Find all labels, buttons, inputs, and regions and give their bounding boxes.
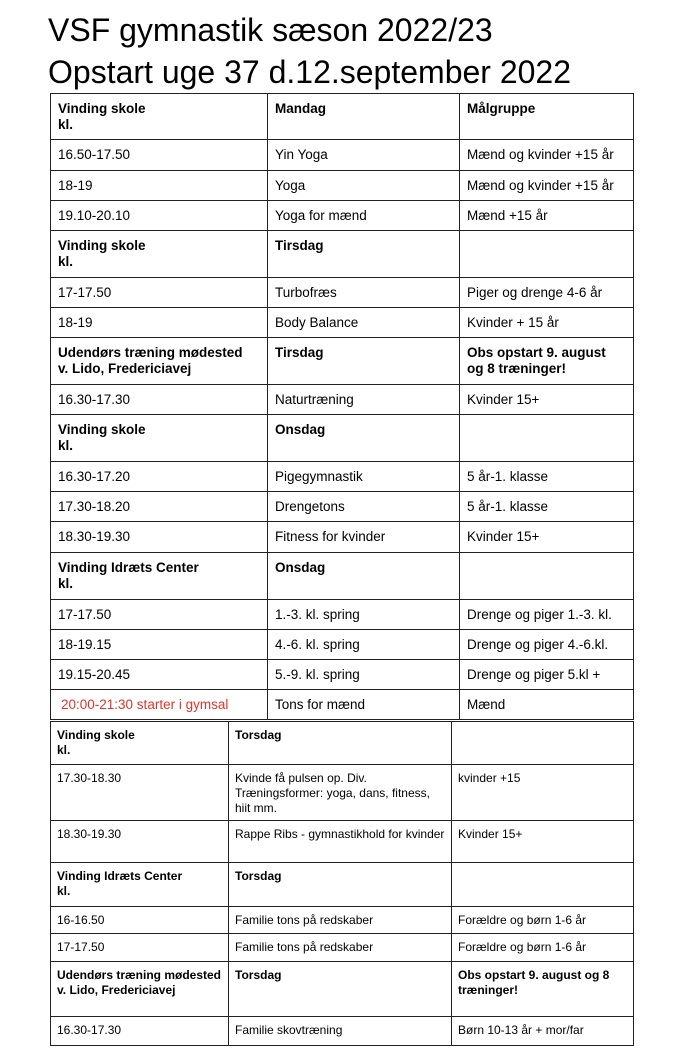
target-group-cell: Piger og drenge 4-6 år xyxy=(460,278,634,308)
time-cell: 17-17.50 xyxy=(51,600,268,630)
table-row xyxy=(51,308,634,338)
weekday-cell: Torsdag xyxy=(229,863,452,907)
section-header-row xyxy=(51,962,634,1017)
table-row xyxy=(51,171,634,201)
note-cell: Målgruppe xyxy=(460,94,634,140)
target-group-cell: Kvinder + 15 år xyxy=(460,308,634,338)
time-cell: 17-17.50 xyxy=(51,278,268,308)
target-group-cell: Kvinder 15+ xyxy=(460,522,634,553)
weekday-cell: Onsdag xyxy=(268,415,460,462)
note-cell xyxy=(460,553,634,600)
table-row xyxy=(51,492,634,522)
table-row xyxy=(51,690,634,720)
time-cell: 18-19 xyxy=(51,308,268,338)
activity-cell: 4.-6. kl. spring xyxy=(268,630,460,660)
time-cell: 17.30-18.20 xyxy=(51,492,268,522)
activity-cell: Familie tons på redskaber xyxy=(229,934,452,962)
target-group-cell: Børn 10-13 år + mor/far xyxy=(452,1017,634,1046)
location-cell: Udendørs træning mødested v. Lido, Fredericiavej xyxy=(51,962,229,1017)
weekday-cell: Torsdag xyxy=(229,962,452,1017)
activity-cell: Body Balance xyxy=(268,308,460,338)
table-row xyxy=(51,660,634,690)
section-header-row xyxy=(51,94,634,140)
table-row xyxy=(51,821,634,863)
target-group-cell: Forældre og børn 1-6 år xyxy=(452,934,634,962)
time-cell: 16.30-17.30 xyxy=(51,385,268,415)
activity-cell: 1.-3. kl. spring xyxy=(268,600,460,630)
table-row xyxy=(51,278,634,308)
note-cell xyxy=(460,415,634,462)
time-cell: 20:00-21:30 starter i gymsal xyxy=(51,690,268,720)
target-group-cell: Drenge og piger 4.-6.kl. xyxy=(460,630,634,660)
activity-cell: Yoga for mænd xyxy=(268,201,460,231)
table-row xyxy=(51,522,634,553)
activity-cell: Familie skovtræning xyxy=(229,1017,452,1046)
activity-cell: 5.-9. kl. spring xyxy=(268,660,460,690)
page-subtitle: Opstart uge 37 d.12.september 2022 xyxy=(48,54,572,90)
table-row xyxy=(51,600,634,630)
target-group-cell: Mænd og kvinder +15 år xyxy=(460,171,634,201)
time-cell: 18.30-19.30 xyxy=(51,821,229,863)
location-cell: Vinding skole kl. xyxy=(51,94,268,140)
note-cell: Obs opstart 9. august og 8 træninger! xyxy=(460,338,634,385)
section-header-row xyxy=(51,553,634,600)
weekday-cell: Mandag xyxy=(268,94,460,140)
time-cell: 16.30-17.20 xyxy=(51,462,268,492)
location-cell: Vinding skole kl. xyxy=(51,722,229,765)
time-cell: 18-19.15 xyxy=(51,630,268,660)
section-header-row xyxy=(51,863,634,907)
location-cell: Udendørs træning mødested v. Lido, Fredericiavej xyxy=(51,338,268,385)
activity-cell: Rappe Ribs - gymnastikhold for kvinder xyxy=(229,821,452,863)
target-group-cell: Drenge og piger 5.kl + xyxy=(460,660,634,690)
time-cell: 19.15-20.45 xyxy=(51,660,268,690)
activity-cell: Fitness for kvinder xyxy=(268,522,460,553)
weekday-cell: Onsdag xyxy=(268,553,460,600)
activity-cell: Turbofræs xyxy=(268,278,460,308)
table-row xyxy=(51,765,634,821)
section-header-row xyxy=(51,415,634,462)
activity-cell: Pigegymnastik xyxy=(268,462,460,492)
section-header-row xyxy=(51,231,634,278)
target-group-cell: Drenge og piger 1.-3. kl. xyxy=(460,600,634,630)
target-group-cell: Forældre og børn 1-6 år xyxy=(452,907,634,934)
time-cell: 17-17.50 xyxy=(51,934,229,962)
location-cell: Vinding Idræts Center kl. xyxy=(51,553,268,600)
table-row xyxy=(51,630,634,660)
target-group-cell: Kvinder 15+ xyxy=(452,821,634,863)
note-cell: Obs opstart 9. august og 8 træninger! xyxy=(452,962,634,1017)
weekday-cell: Tirsdag xyxy=(268,338,460,385)
weekday-cell: Torsdag xyxy=(229,722,452,765)
table-row xyxy=(51,907,634,934)
target-group-cell: kvinder +15 xyxy=(452,765,634,821)
schedule-table-1 xyxy=(50,93,634,720)
section-header-row xyxy=(51,338,634,385)
note-cell xyxy=(452,863,634,907)
time-cell: 18.30-19.30 xyxy=(51,522,268,553)
table-row xyxy=(51,462,634,492)
time-cell: 16.30-17.30 xyxy=(51,1017,229,1046)
weekday-cell: Tirsdag xyxy=(268,231,460,278)
target-group-cell: Mænd +15 år xyxy=(460,201,634,231)
activity-cell: Familie tons på redskaber xyxy=(229,907,452,934)
section-header-row xyxy=(51,722,634,765)
schedule-table-2 xyxy=(50,721,634,1046)
location-cell: Vinding skole kl. xyxy=(51,415,268,462)
target-group-cell: Mænd og kvinder +15 år xyxy=(460,140,634,171)
activity-cell: Yin Yoga xyxy=(268,140,460,171)
table-row xyxy=(51,140,634,171)
time-cell: 17.30-18.30 xyxy=(51,765,229,821)
time-cell: 16.50-17.50 xyxy=(51,140,268,171)
activity-cell: Naturtræning xyxy=(268,385,460,415)
table-row xyxy=(51,934,634,962)
time-cell: 18-19 xyxy=(51,171,268,201)
note-cell xyxy=(460,231,634,278)
location-cell: Vinding Idræts Center kl. xyxy=(51,863,229,907)
note-cell xyxy=(452,722,634,765)
time-cell: 19.10-20.10 xyxy=(51,201,268,231)
target-group-cell: Mænd xyxy=(460,690,634,720)
page-title: VSF gymnastik sæson 2022/23 xyxy=(48,12,493,48)
table-row xyxy=(51,385,634,415)
time-cell: 16-16.50 xyxy=(51,907,229,934)
activity-cell: Kvinde få pulsen op. Div. Træningsformer: yoga, dans, fitness, hiit mm. xyxy=(229,765,452,821)
table-row xyxy=(51,201,634,231)
target-group-cell: 5 år-1. klasse xyxy=(460,462,634,492)
activity-cell: Yoga xyxy=(268,171,460,201)
location-cell: Vinding skole kl. xyxy=(51,231,268,278)
table-row xyxy=(51,1017,634,1046)
target-group-cell: Kvinder 15+ xyxy=(460,385,634,415)
target-group-cell: 5 år-1. klasse xyxy=(460,492,634,522)
activity-cell: Tons for mænd xyxy=(268,690,460,720)
activity-cell: Drengetons xyxy=(268,492,460,522)
